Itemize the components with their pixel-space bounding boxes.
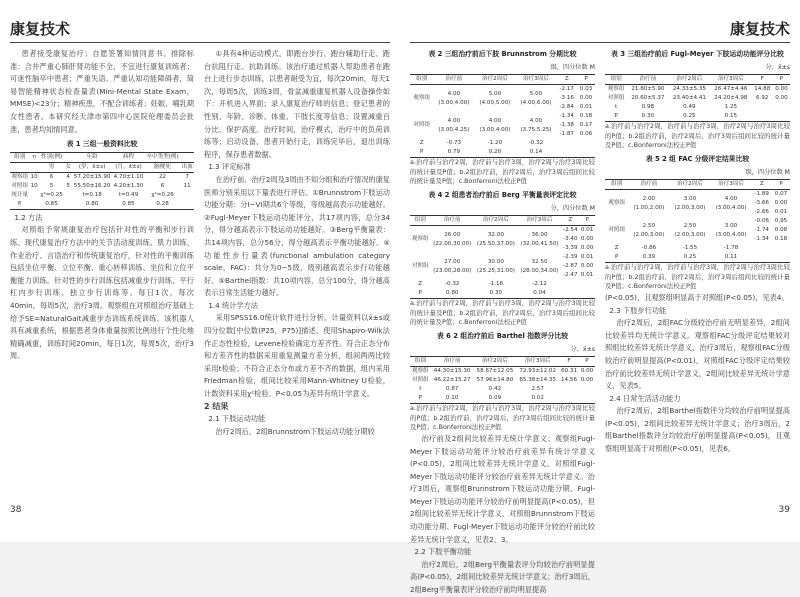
table-cell: 0.85 [112,200,145,210]
table-cell: 5 [66,182,70,189]
table-header-cell: P [577,75,595,85]
table-cell: -1.20 [487,140,503,147]
table-header-cell: 治疗3周后 [518,216,562,226]
table-cell: Z [418,281,423,288]
table-header-cell: 出血 [180,162,194,172]
table-header-cell: 治疗2周后 [669,75,710,85]
table-cell: 0.15 [710,112,751,122]
table-cell: 0.42 [488,386,502,393]
table-cell [559,394,579,404]
table-5 [605,179,790,263]
table-cell: 0.98 [641,104,655,111]
table-header-cell: 治疗3周后 [515,75,556,85]
table-cell: 14.56 [561,377,578,384]
table-note: a.治疗前与治疗2周，治疗前与治疗3周，治疗2周与治疗3周比较的P值；b.2组治疗前，治疗2周后，治疗3周后组间比较的统计量及P值；c.Bonferroni法校正P值 [605,122,790,150]
table-cell: 4.00 (3.00,4.00) [438,90,470,106]
table-cell: -2.12 [532,281,547,288]
table-caption: 表 4 2 组患者治疗前后 Berg 平衡量表评定比较 [428,190,577,199]
section-heading: 1.4 统计学方法 [208,300,258,310]
table-header-cell: 卒中类型(例) [145,152,180,162]
table-header-cell: 治疗3周后 [516,357,559,367]
table-cell: χ²=0.25 [40,191,63,198]
table-cell: P [10,200,29,210]
table-row [410,376,595,385]
table-cell: 0.04 [518,289,562,299]
table-cell: 统计量 [11,191,29,198]
table-cell: -1.16 [488,281,504,288]
table-cell: 5 [49,182,54,189]
table-caption: 表 5 2 组 FAC 分级评定结果比较 [645,154,750,163]
table-cell [561,280,579,289]
table-cell: 0.07 0.00 0.01 [774,191,788,216]
table-cell [180,191,194,200]
table-cell: 5.00 (4.00,6.00) [520,90,552,106]
table-caption: 表 2 三组治疗前后下肢 Brunnstrom 分期比较 [428,50,577,58]
table-cell: 55.50±16.20 [73,182,111,189]
table-header-cell: 治疗3周后 [710,75,751,85]
table-cell: 观察组 [607,86,625,93]
table-cell [752,112,773,122]
table-cell: 6.92 [756,95,769,102]
section-heading: 2.4 日常生活活动能力 [609,393,681,403]
table-cell: 0.03 0.00 0.01 [579,86,593,111]
table-cell: -2.39 -2.87 -2.47 [563,254,578,279]
table-cell: 对照组 [411,263,429,270]
table-cell: 0.00 [775,86,788,93]
table-cell: t=0.49 [118,191,139,198]
table-cell: 0.87 [445,386,459,393]
table-caption: 表 3 三组治疗前后 Fugl-Meyer 下肢运动功能评分比较 [611,50,784,58]
table-cell: -2.54 -3.40 -3.39 [563,227,578,252]
table-cell: 0.80 [430,289,474,299]
table-header-row [605,75,790,85]
table-cell: -2.17 -3.16 -2.84 [559,86,574,111]
table-cell: 0.10 [431,394,474,404]
table-cell: 24.20±4.98 [714,95,748,102]
table-cell [557,148,577,158]
table-header-cell: 治疗前 [431,357,474,367]
table-cell: P [410,289,430,299]
table-header-cell: 组别 [410,216,430,226]
table-row [410,85,595,113]
table-cell [29,200,38,210]
table-cell: 3.00 (2.00,3.00) [674,195,706,211]
table-header-cell [10,162,29,172]
table-header-cell: 治疗前 [430,216,474,226]
table-4 [410,215,595,299]
section-heading: 2.1 下肢运动功能 [208,414,266,424]
table-cell: 0.95 0.08 0.18 [774,218,788,243]
table-row [410,280,595,289]
page-number: 38 [10,505,22,515]
table-cell: 0.80 [72,200,112,210]
table-header-cell: Z [561,216,579,226]
table-cell: 观察组 [411,236,429,243]
table-cell: χ²=0.26 [151,191,174,198]
table-header-cell: (岁，x̄±s) [72,162,112,172]
header-rule [410,42,790,43]
body-paragraph: 治疗2周后，2组Barthel指数评分均较治疗前明显提高(P<0.05)，2组间比较差异无统计学意义；治疗3周后，2组Barthel指数评分均较治疗前明显提高(P<0.05)，且观察组明显高于对照组(P<0.05)，见表6。 [605,406,790,454]
body-paragraph: 在治疗前、治疗2周及3周由不知分组和治疗情况的康复医师分别采用以下量表进行评估。①Brunnstrom下肢运动功能分期：分I~VI期共6个等级，等级越高表示功能越好。②Fugl-Meyer下肢运动功能评分，共17项内容，总分34分，得分越高表示下肢运动功能越好。③Berg平衡量表：共14项内容，总分56分，得分越高表示平衡功能越好。④功能性步行量表(functional ambulation category scale，FAC)：共分为0~5级，级别越高表示步行功能越好。⑤Barthel指数：共10项内容，总分100分，得分越高表示日常生活能力越好。 [204,174,390,298]
table-cell: 4.00 (3.75,5.25) [520,117,552,133]
table-cell: 观察组 [411,368,429,375]
table-cell: 观察组 [413,95,431,102]
table-cell: 对照组 [608,227,626,234]
table-header-cell: P [579,357,595,367]
table-cell: 0.18 0.17 0.06 [579,113,593,138]
table-cell: 27.00 (23.00,28.00) [433,258,472,274]
table-cell: 4.00 (3.00,4.00) [715,195,747,211]
table-cell: 观察组 [11,173,29,180]
table-header-row [410,75,595,85]
table-row [410,385,595,394]
header-rule [10,42,390,43]
table-cell: 1.25 [724,104,738,111]
body-paragraph: 患者接受康复治疗；自愿签署知情同意书。排除标准：合并严重心肺肝肾功能不全，不宜进行康复训练者；可迷性脑卒中患者；严重失语、严重认知功能障碍者，简易智能精神状态检查量表(Mini-Mental State Exam，MMSE)<23分；精神疾患，不配合训练者；妊娠、哺乳期女性患者。本研究经天津市第四中心医院伦理委员会批准，患者均知情同意。 [10,49,194,134]
table-row [605,190,790,218]
table-row [10,172,194,182]
table-header-cell: 脑梗死 [145,162,180,172]
table-unit: 分，四分位数 M [550,204,595,212]
table-cell: 4 [66,173,70,180]
table-cell: 0.30 [627,112,668,122]
table-cell [752,253,772,263]
table-cell: 0.00 [580,377,594,384]
table-cell: 0.00 [580,368,594,375]
table-cell: 0.25 [669,112,710,122]
table-cell: 0.00 [775,95,788,102]
table-cell: P [410,148,433,158]
table-row [605,85,790,95]
table-cell: 32.00 (25.50,37.00) [476,231,515,247]
table-cell: 0.85 [39,200,64,210]
table-cell: -1.89 -3.66 -2.66 [754,191,769,216]
table-2 [410,74,595,158]
table-header-cell: 性别(例) [39,152,64,162]
table-header-cell: 男 [39,162,64,172]
table-header-cell: 组别 [605,180,628,190]
table-cell: 57.20±15.90 [73,173,111,180]
table-cell: 0.11 [710,253,751,263]
table-cell: 0.49 [683,104,696,111]
table-cell: 0.02 [516,394,559,404]
table-row [605,217,790,244]
table-cell [579,394,595,404]
table-cell [752,244,772,253]
table-header-cell: Z [557,75,577,85]
table-unit: 级，四分位数 M [745,168,790,176]
table-header-cell: 组别 [410,75,433,85]
table-header-cell: 治疗前 [628,180,669,190]
table-caption: 表 1 三组一般资料比较 [66,140,138,149]
table-cell: -1.78 [723,245,739,252]
table-row [410,112,595,139]
table-cell [579,280,595,289]
table-cell: 11 [183,182,191,189]
table-cell: 2.57 [531,386,544,393]
section-heading: 1.3 评定标准 [208,162,251,172]
table-note: a.治疗前与治疗2周，治疗前与治疗3周，治疗2周与治疗3周比较的统计量及P值；b.2组治疗前，治疗2周后，治疗3周后组间比较的统计量及P值；c.Bonferroni法校正P值 [410,299,595,327]
section-heading: 2.3 下肢步行功能 [609,305,667,315]
table-cell: 0.20 [474,148,515,158]
table-cell [773,103,790,112]
table-cell: 0.25 [669,253,710,263]
table-header-cell: P [579,216,595,226]
table-cell: 10 [30,173,38,180]
table-header-cell: 组别 [10,152,29,162]
table-cell: 57.96±14.80 [476,377,514,384]
table-cell: 0.09 [474,394,517,404]
table-cell: 65.38±14.35 [519,377,557,384]
table-cell: P [410,394,431,404]
left-page [0,0,400,542]
table-cell: -0.32 [528,140,544,147]
table-row [410,394,595,404]
right-page [400,0,800,595]
table-cell: 0.01 0.00 0.01 [580,254,594,279]
table-row [410,226,595,254]
table-row [10,182,194,191]
body-paragraph: 治疗2周后，2组Brunnstrom下肢运动功能分期较 [215,426,375,436]
table-cell: t [419,386,422,393]
table-cell: 6 [160,182,165,189]
table-header-cell: 治疗前 [627,75,668,85]
table-header-row [410,216,595,226]
table-cell: 4.00 (3.00,4.00) [479,117,511,133]
table-cell: 4.20±1.30 [113,182,144,189]
table-6 [410,356,595,404]
table-header-cell: 女 [64,162,72,172]
running-header: 康复技术 [10,20,71,38]
table-cell: -0.73 [446,140,462,147]
table-unit: 分，x̄±s [765,63,790,71]
table-header-cell: 病程 [112,152,145,162]
section-heading: 2 结果 [204,401,229,411]
body-paragraph: 采用SPSS16.0统计软件进行分析。计量资料以x̄±s或四分位数[中位数(P25，P75)]描述，使用Shapiro-Wilk法作正态性检验，Levene检验确定方差齐性。符合正态分布和方差齐性的数据采用重复测量方差分析，组间两两比较采用t检验；不符合正态分布或方差不齐的数据，组内采用Friedman检验，组间比较采用Mann-Whitney U检验，计数资料采用χ²检验。P<0.05为差异有统计学意义。 [204,313,390,399]
body-paragraph: 治疗前及2组间比较差异无统计学意义；观察组Fugl-Meyer下肢运动功能评分较治疗前差异有统计学意义(P<0.05)，2组间比较差异无统计学意义，对照组Fugl-Meyer下肢运动功能评分较治疗前差异无统计学意义。治疗3周后，观察组Brunnstrom下肢运动功能分期、Fugl-Meyer下肢运动功能评分较治疗前明显提高(P<0.05)，但2组间比较差异无统计学意义，对照组Brunnstrom下肢运动功能分期、Fugl-Meyer下肢运动功能评分较治疗前比较差异无统计学意义，见表2、3。 [410,433,595,544]
table-cell: 20.60±5.37 [631,95,665,102]
table-cell: t [614,104,618,111]
table-cell: Z [419,140,424,147]
table-cell: 44.30±15.30 [433,368,471,375]
table-cell: -1.55 [682,245,698,252]
table-cell: -0.86 [641,245,657,252]
body-paragraph: 治疗2周后，2组Berg平衡量表评分均较治疗前明显提高(P<0.05)，2组间比较差异无统计学意义；治疗3周后，2组Berg平衡量表评分较治疗前均明显提高 [410,559,595,595]
left-column-2 [204,48,390,438]
table-row [605,103,790,112]
table-cell [577,139,595,148]
table-header-cell: 治疗2周后 [474,357,517,367]
table-header-cell: 治疗2周后 [669,180,710,190]
table-cell: 对照组 [607,95,625,102]
table-header-cell: 组别 [410,357,431,367]
table-note: a.治疗前与治疗2周，治疗前与治疗3周，治疗2周与治疗3周比较的P值；b.2组治疗前，治疗2周后，治疗3周后组间比较的统计量及P值；c.Bonferroni法校正P值 [605,263,790,291]
table-cell: 2.50 (2.00,3.00) [674,222,706,238]
table-header-row [605,180,790,190]
table-cell [559,385,579,394]
table-cell [579,385,595,394]
table-cell: 5.00 (4.00,5.00) [479,90,511,106]
table-row [410,367,595,377]
table-header-cell: 年龄 [72,152,112,162]
table-cell: 0.01 0.00 0.00 [580,227,594,252]
table-cell: 23.40±4.41 [672,95,706,102]
table-cell: 21.80±5.90 [631,86,665,93]
table-cell: P [605,253,628,263]
table-header-cell [180,152,194,162]
body-paragraph: 对照组予常规康复治疗包括针对性的平衡和步行训练、现代康复治疗方法中的关节活动度训练、肌力训练、作业治疗、言语治疗和传统康复治疗，针对性的平衡训练包括坐位平衡、立位平衡、重心转移训练、坐位和立位平衡能力训练。针对性的步行训练包括减重步行训练、平行杠内步行训练、独立步行训练等。每日1次，每次40min，每周5次，治疗3周。观察组在对照组治疗基础上给予SE=NaturalGait减重步态训练系统训练。该机器人具有减重系统，根据患者身体重量按照比例进行个性化地精确减重，训练时间20min，每日1次，每周5次，治疗3周。 [10,225,194,361]
table-header-cell: (月，x̄±s) [112,162,145,172]
table-cell: 46.22±15.27 [433,377,471,384]
table-cell: Z [614,245,619,252]
running-header: 康复技术 [729,20,790,38]
table-cell: 对照组 [11,182,29,189]
body-paragraph: (P<0.05)，且观察组明显高于对照组(P<0.05)，见表4。 [605,292,789,302]
table-cell: P [605,112,627,122]
table-cell: 对照组 [411,377,429,384]
table-cell: 0.28 [145,200,180,210]
body-paragraph: 治疗2周后，2组FAC分级较治疗前无明显差异，2组间比较差异均无统计学意义。观察组FAC分级评定结果较对照组比较差异无统计学意义，治疗3周后，观察组FAC分级较治疗前明显提高(P<0.01)，对照组FAC分级评定结果较治疗前比较差异无统计学意义，2组间比较差异无统计学意义，见表5。 [605,318,790,391]
table-header-cell: F [752,75,773,85]
table-cell: 2.00 (1.00,2.00) [633,195,665,211]
table-cell: 58.67±12.05 [476,368,514,375]
body-paragraph: ①具有4种运动模式，即跑台步行、跑台辅助行走、跑台抗阻行走、抗助训练。该治疗通过机器人帮助患者在跑台上进行步态训练，以患者耐受为宜，每次20min，每天1次，每周5次，训练3周，骨盆减重康复机器人设备操作如下：开机进入界面；录入康复治疗师的信息；登记患者的性别、年龄、诊断、体重、下肢长度等信息；设置减重百分比、保护高度。治疗时间，治疗模式，治疗中的负荷训练等；启动设备，患者开始行走，训练完毕后，退出训练程序，保存患者数据。 [204,49,390,159]
table-row [410,139,595,148]
table-cell: 0.14 [515,148,556,158]
table-cell: -0.06 -1.74 -1.34 [754,218,769,243]
table-row [10,200,194,210]
table-cell [561,289,579,299]
table-row [10,191,194,200]
page-number: 39 [778,505,790,515]
table-cell: t=0.18 [82,191,102,198]
table-cell: 0.79 [433,148,474,158]
table-row [605,244,790,253]
table-cell [64,191,72,200]
right-column-1 [410,46,595,597]
table-cell: 36.00 (32.00,41.50) [520,231,559,247]
table-cell: 对照组 [413,122,431,129]
table-1 [10,152,194,210]
table-cell: 2.50 (2.00,3.00) [633,222,665,238]
table-cell: 4.70±1.10 [113,173,144,180]
table-header-cell: F [559,357,579,367]
table-cell [557,139,577,148]
table-header-cell: 治疗2周后 [474,75,515,85]
table-cell: 0.39 [628,253,669,263]
right-column-2 [605,46,790,456]
table-cell: 3.00 (3.00,4.00) [715,222,747,238]
table-header-row [10,152,194,162]
table-header-cell: 治疗前 [433,75,474,85]
table-header-cell [29,162,38,172]
table-header-row [10,162,194,172]
table-cell: 60.31 [561,368,578,375]
left-column-1 [10,48,194,363]
table-cell: 观察组 [608,200,626,207]
table-cell [773,112,790,122]
table-cell [772,253,790,263]
table-cell [577,148,595,158]
table-unit: 级，四分位数 M [550,63,595,71]
table-caption: 表 6 2 组治疗前后 Barthel 指数评分比较 [437,331,568,340]
table-cell [772,244,790,253]
table-cell [752,103,773,112]
table-header-row [410,357,595,367]
table-header-cell: P [772,180,790,190]
table-cell: 0.30 [474,289,518,299]
table-cell: 26.00 (22.00,30.00) [433,231,472,247]
table-cell: -1.34 -1.38 -1.87 [559,113,574,138]
table-unit: 分，x̄±s [570,345,595,353]
table-cell: 10 [30,182,38,189]
section-heading: 2.2 下肢平衡功能 [414,547,472,557]
table-header-cell: 组别 [605,75,627,85]
table-header-cell: Z [752,180,772,190]
table-cell: 22 [158,173,167,180]
table-cell: 30.00 (25.25,31.00) [476,258,515,274]
table-note: a.治疗前与治疗2周，治疗前与治疗3周，治疗2周与治疗3周比较的统计量及P值；b.2组治疗前，治疗2周后，治疗3周后组间比较的统计量及P值；c.Bonferroni法校正P值 [410,158,595,186]
table-cell: 26.47±4.46 [714,86,748,93]
table-cell: 7 [185,173,189,180]
table-row [410,148,595,158]
table-cell: -0.32 [445,281,460,288]
table-cell [64,200,72,210]
table-cell [579,289,595,299]
table-cell: 4.00 (3.00,4.25) [438,117,470,133]
table-row [605,253,790,263]
table-row [605,94,790,103]
table-row [410,289,595,299]
table-cell: 24.33±5.35 [672,86,706,93]
table-note: a.治疗前与治疗2周，治疗前与治疗3周，治疗2周与治疗3周比较的P值；b.2组治疗前，治疗2周后，治疗3周后组间比较的统计量及P值；c.Bonferroni法校正P值 [410,404,595,432]
table-cell: 32.50 (28.00,34.00) [520,258,559,274]
table-cell [180,200,194,210]
table-cell: 6 [49,173,54,180]
table-header-cell: 治疗2周后 [474,216,518,226]
table-header-cell: P [773,75,790,85]
table-3 [605,74,790,122]
table-row [605,112,790,122]
table-header-cell: n [29,152,38,162]
table-cell [29,191,38,200]
table-cell: 14.88 [754,86,771,93]
section-heading: 1.2 方法 [14,212,43,222]
table-cell: 72.93±12.02 [519,368,557,375]
table-row [410,253,595,280]
table-header-cell [64,152,72,162]
table-header-cell: 治疗3周后 [710,180,751,190]
